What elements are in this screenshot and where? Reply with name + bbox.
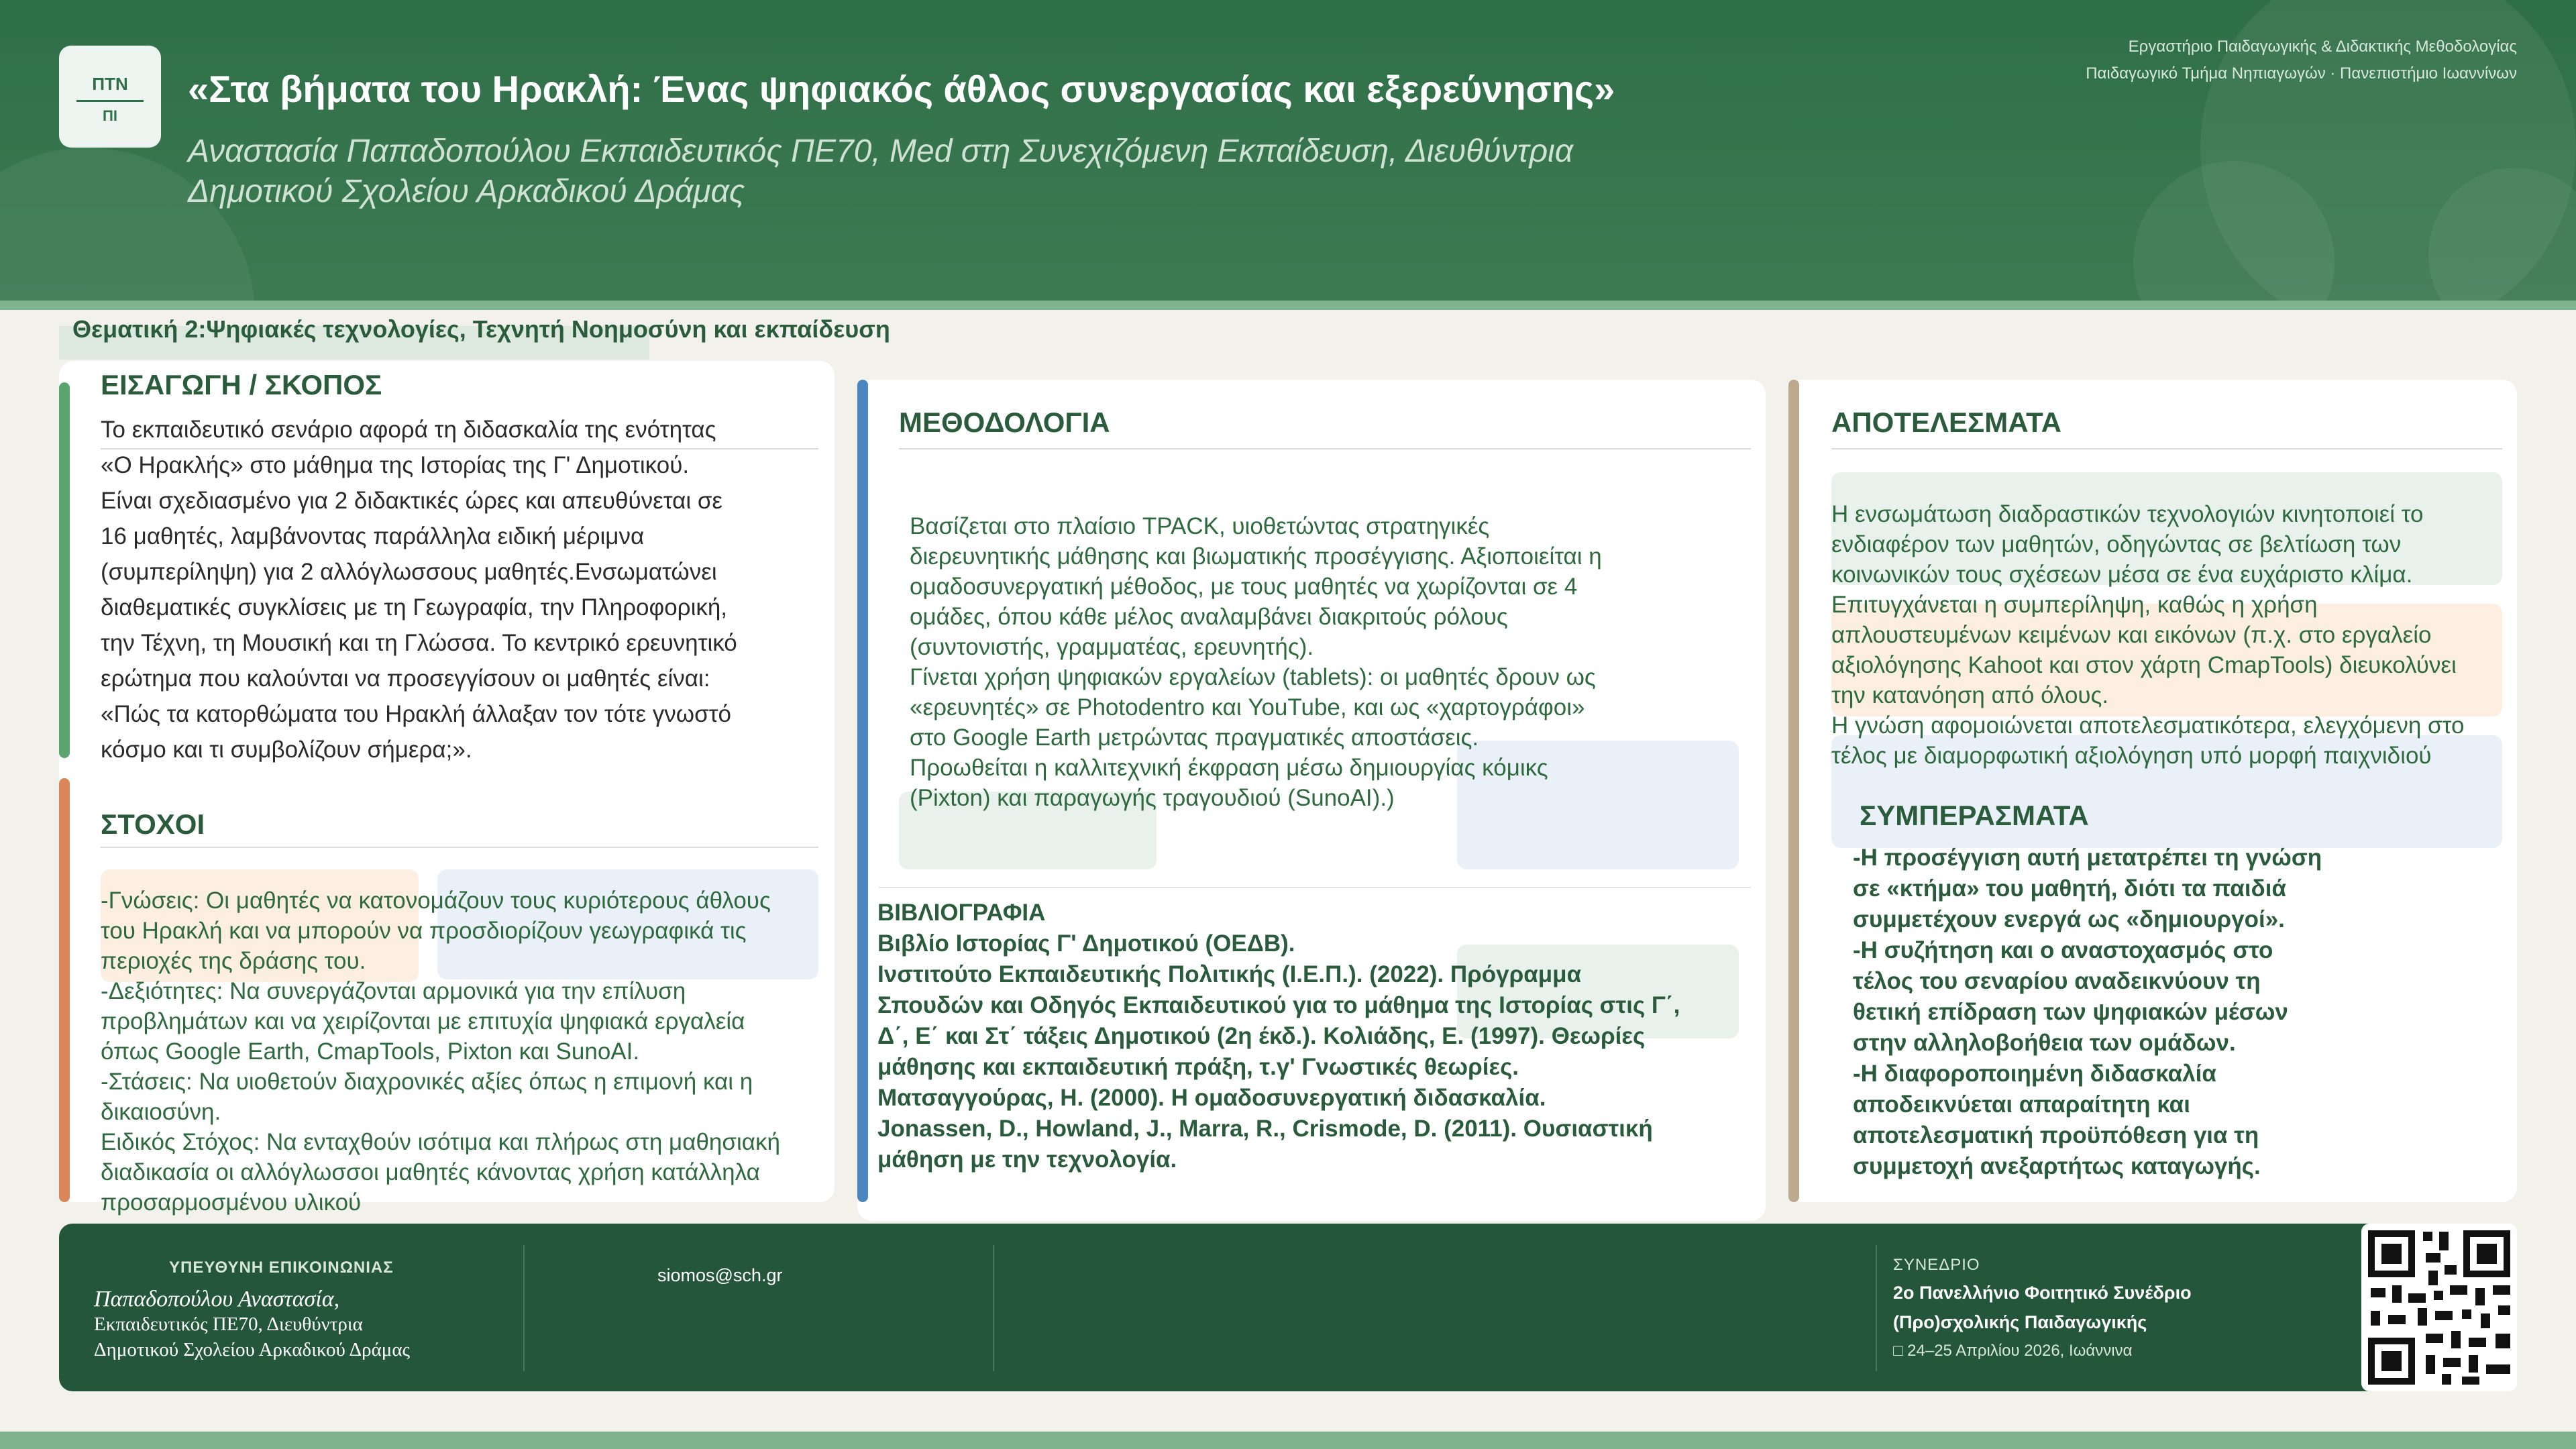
bib-line: Σπουδών και Οδηγός Εκπαιδευτικού για το μάθημα της Ιστορίας στις Γ΄, <box>877 992 1680 1018</box>
bib-rule <box>879 887 1751 888</box>
text-line: Γίνεται χρήση ψηφιακών εργαλείων (tablets): οι μαθητές δρουν ως <box>910 664 1596 690</box>
contact-name: Παπαδοπούλου Αναστασία, <box>94 1287 340 1311</box>
text-line: όπως Google Earth, CmapTools, Pixton και SunoAI. <box>101 1038 640 1065</box>
footer-divider <box>523 1245 525 1371</box>
text-line: διαδικασία οι αλλόγλωσσοι μαθητές κάνοντας χρήση κατάλληλα <box>101 1159 760 1185</box>
text-line: Η ενσωμάτωση διαδραστικών τεχνολογιών κινητοποιεί το <box>1831 501 2424 527</box>
text-line: -Γνώσεις: Οι μαθητές να κατονομάζουν τους κυριότερους άθλους <box>101 888 771 914</box>
poster-authors <box>188 131 1731 212</box>
qr-code-icon[interactable] <box>2361 1224 2517 1391</box>
intro-accent-bar <box>59 382 70 758</box>
theme-label: Θεματική 2:Ψηφιακές τεχνολογίες, Τεχνητή Νοημοσύνη και εκπαίδευση <box>72 315 890 343</box>
footer-divider <box>1876 1245 1877 1371</box>
header-strip <box>0 301 2576 310</box>
conference-label: ΣΥΝΕΔΡΙΟ <box>1893 1256 1980 1274</box>
qr-code-graphic <box>2361 1224 2517 1391</box>
authors-line: Δημοτικού Σχολείου Αρκαδικού Δράμας <box>188 174 745 209</box>
goals-accent-bar <box>59 778 70 1202</box>
text-line: την Τέχνη, τη Μουσική και τη Γλώσσα. Το κεντρικό ερευνητικό <box>101 630 737 656</box>
conference-date: □ 24–25 Απριλίου 2026, Ιωάννινα <box>1893 1342 2133 1360</box>
text-line: αποτελεσματική προϋπόθεση για τη <box>1853 1122 2259 1148</box>
text-line: δικαιοσύνη. <box>101 1099 221 1125</box>
text-line: (συμπερίληψη) για 2 αλλόγλωσσους μαθητές.Ενσωματώνει <box>101 559 717 585</box>
text-line: αποδεικνύεται απαραίτητη και <box>1853 1091 2190 1118</box>
method-rule <box>899 448 1751 449</box>
bib-line: Δ΄, Ε΄ και Στ΄ τάξεις Δημοτικού (2η έκδ.). Κολιάδης, Ε. (1997). Θεωρίες <box>877 1023 1646 1049</box>
results-text <box>1831 499 2516 771</box>
text-line: περιοχές της δράσης του. <box>101 948 366 974</box>
conclusions-heading: ΣΥΜΠΕΡΑΣΜΑΤΑ <box>1860 800 2089 831</box>
text-line: Επιτυγχάνεται η συμπερίληψη, καθώς η χρήση <box>1831 592 2318 618</box>
institution <box>2086 34 2517 87</box>
text-line: «Πώς τα κατορθώματα του Ηρακλή άλλαξαν τον τότε γνωστό <box>101 701 732 727</box>
contact-role: Δημοτικού Σχολείου Αρκαδικού Δράμας <box>94 1339 411 1360</box>
text-line: -Η προσέγγιση αυτή μετατρέπει τη γνώση <box>1853 845 2322 871</box>
text-line: στην αλληλοβοήθεια των ομάδων. <box>1853 1030 2236 1056</box>
logo-top-text: ΠΤΝ <box>92 74 128 94</box>
text-line: Ειδικός Στόχος: Να ενταχθούν ισότιμα και πλήρως στη μαθησιακή <box>101 1129 780 1155</box>
bib-line: Ινστιτούτο Εκπαιδευτικής Πολιτικής (Ι.Ε.Π.). (2022). Πρόγραμμα <box>877 961 1582 987</box>
goals-rule <box>101 847 818 848</box>
logo-bottom-text: ΠΙ <box>103 107 117 124</box>
text-line: (Pixton) και παραγωγής τραγουδιού (SunoAI).) <box>910 785 1395 811</box>
university-logo <box>59 46 161 148</box>
method-heading: ΜΕΘΟΔΟΛΟΓΙΑ <box>899 407 1110 438</box>
text-line: «Ο Ηρακλής» στο μάθημα της Ιστορίας της Γ' Δημοτικού. <box>101 452 690 478</box>
results-rule <box>1831 448 2502 449</box>
text-line: -Η διαφοροποιημένη διδασκαλία <box>1853 1061 2216 1087</box>
text-line: την κατανόηση από όλους. <box>1831 682 2109 708</box>
text-line: ερώτημα που καλούνται να προσεγγίσουν οι μαθητές είναι: <box>101 665 710 692</box>
bottom-strip <box>0 1432 2576 1449</box>
bib-line: Ματσαγγούρας, Η. (2000). Η ομαδοσυνεργατική διδασκαλία. <box>877 1085 1546 1111</box>
text-line: Βασίζεται στο πλαίσιο TPACK, υιοθετώντας στρατηγικές <box>910 513 1490 539</box>
goals-text <box>101 885 832 1218</box>
text-line: Η γνώση αφομοιώνεται αποτελεσματικότερα, ελεγχόμενη στο <box>1831 712 2465 739</box>
bib-text <box>877 928 1756 1175</box>
institution-line: Εργαστήριο Παιδαγωγικής & Διδακτικής Μεθοδολογίας <box>2128 38 2517 56</box>
bib-line: μάθηση με την τεχνολογία. <box>877 1146 1177 1173</box>
text-line: κόσμο και τι συμβολίζουν σήμερα;». <box>101 737 472 763</box>
method-accent-bar <box>857 380 868 1202</box>
text-line: θετική επίδραση των ψηφιακών μέσων <box>1853 999 2288 1025</box>
bib-line: Βιβλίο Ιστορίας Γ' Δημοτικού (ΟΕΔΒ). <box>877 930 1295 957</box>
text-line: Προωθείται η καλλιτεχνική έκφραση μέσω δημιουργίας κόμικς <box>910 755 1548 781</box>
conference-name: (Προ)σχολικής Παιδαγωγικής <box>1893 1312 2147 1332</box>
text-line: απλουστευμένων κειμένων και εικόνων (π.χ. στο εργαλείο <box>1831 622 2432 648</box>
text-line: Το εκπαιδευτικό σενάριο αφορά τη διδασκαλία της ενότητας <box>101 417 716 443</box>
text-line: (συντονιστής, γραμματέας, ερευνητής). <box>910 634 1314 660</box>
text-line: -Η συζήτηση και ο αναστοχασμός στο <box>1853 937 2273 963</box>
text-line: -Στάσεις: Να υιοθετούν διαχρονικές αξίες όπως η επιμονή και η <box>101 1069 753 1095</box>
text-line: ενδιαφέρον των μαθητών, οδηγώντας σε βελτίωση των <box>1831 531 2402 557</box>
authors-line: Αναστασία Παπαδοπούλου Εκπαιδευτικός ΠΕ70, Med στη Συνεχιζόμενη Εκπαίδευση, Διευθύντρια <box>188 133 1574 169</box>
bib-line: Jonassen, D., Howland, J., Marra, R., Crismode, D. (2011). Ουσιαστική <box>877 1116 1653 1142</box>
intro-text <box>101 412 825 767</box>
conclusions-text <box>1853 843 2497 1182</box>
contact-email[interactable]: siomos@sch.gr <box>657 1265 783 1285</box>
text-line: σε «κτήμα» του μαθητή, διότι τα παιδιά <box>1853 875 2287 902</box>
method-text <box>910 511 1741 813</box>
text-line: συμμετοχή ανεξαρτήτως καταγωγής. <box>1853 1153 2261 1179</box>
contact-label: ΥΠΕΥΘΥΝΗ ΕΠΙΚΟΙΝΩΝΙΑΣ <box>169 1258 394 1277</box>
intro-heading: ΕΙΣΑΓΩΓΗ / ΣΚΟΠΟΣ <box>101 369 382 400</box>
bib-line: μάθησης και εκπαιδευτική πράξη, τ.γ' Γνωστικές θεωρίες. <box>877 1054 1519 1080</box>
text-line: τέλος του σεναρίου αναδεικνύουν τη <box>1853 968 2261 994</box>
poster-footer <box>59 1224 2517 1391</box>
text-line: προσαρμοσμένου υλικού <box>101 1189 362 1216</box>
text-line: διαθεματικές συγκλίσεις με τη Γεωγραφία, την Πληροφορική, <box>101 594 728 621</box>
results-heading: ΑΠΟΤΕΛΕΣΜΑΤΑ <box>1831 407 2061 438</box>
bib-heading: ΒΙΒΛΙΟΓΡΑΦΙΑ <box>877 900 1046 926</box>
text-line: τέλος με διαμορφωτική αξιολόγηση υπό μορφή παιχνιδιού <box>1831 743 2432 769</box>
text-line: Είναι σχεδιασμένο για 2 διδακτικές ώρες και απευθύνεται σε <box>101 488 723 514</box>
results-accent-bar <box>1788 380 1799 1202</box>
contact-role: Εκπαιδευτικός ΠΕ70, Διευθύντρια <box>94 1313 363 1335</box>
logo-divider <box>76 100 144 102</box>
text-line: ομάδες, όπου κάθε μέλος αναλαμβάνει διακριτούς ρόλους <box>910 604 1508 630</box>
text-line: αξιολόγησης Kahoot και στον χάρτη CmapTools) διευκολύνει <box>1831 652 2457 678</box>
text-line: ομαδοσυνεργατική μέθοδος, με τους μαθητές να χωρίζονται σε 4 <box>910 574 1578 600</box>
text-line: 16 μαθητές, λαμβάνοντας παράλληλα ειδική μέριμνα <box>101 523 645 549</box>
text-line: του Ηρακλή και να μπορούν να προσδιορίζουν γεωγραφικά τις <box>101 918 747 944</box>
text-line: στο Google Earth μετρώντας πραγματικές αποστάσεις. <box>910 724 1479 751</box>
text-line: προβλημάτων και να χειρίζονται με επιτυχία ψηφιακά εργαλεία <box>101 1008 745 1034</box>
conference-name: 2ο Πανελλήνιο Φοιτητικό Συνέδριο <box>1893 1283 2192 1303</box>
text-line: «ερευνητές» σε Photodentro και YouTube, και ως «χαρτογράφοι» <box>910 694 1585 720</box>
poster-title: «Στα βήματα του Ηρακλή: Ένας ψηφιακός άθλος συνεργασίας και εξερεύνησης» <box>188 68 1615 110</box>
institution-line: Παιδαγωγικό Τμήμα Νηπιαγωγών · Πανεπιστήμιο Ιωαννίνων <box>2086 64 2517 83</box>
text-line: -Δεξιότητες: Να συνεργάζονται αρμονικά για την επίλυση <box>101 978 686 1004</box>
text-line: συμμετέχουν ενεργά ως «δημιουργοί». <box>1853 906 2285 932</box>
text-line: διερευνητικής μάθησης και βιωματικής προσέγγισης. Αξιοποιείται η <box>910 543 1602 570</box>
goals-heading: ΣΤΟΧΟΙ <box>101 808 205 840</box>
footer-divider <box>993 1245 994 1371</box>
text-line: κοινωνικών τους σχέσεων μέσα σε ένα ευχάριστο κλίμα. <box>1831 561 2413 588</box>
